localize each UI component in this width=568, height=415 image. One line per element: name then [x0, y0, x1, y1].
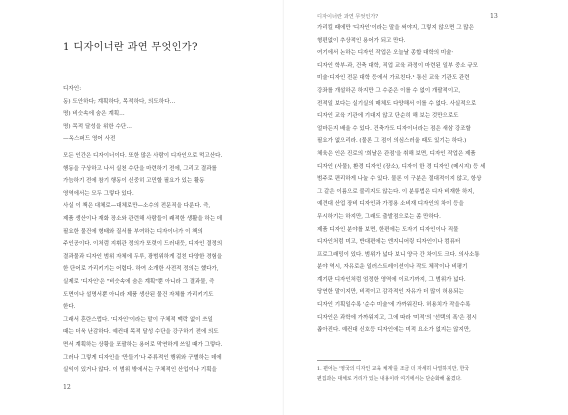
text-line: 그 같은 이름으로 불리지도 않는다. 이 분류법은 디자 비재한 하지, — [317, 188, 475, 195]
text-line: 한다. — [63, 304, 76, 311]
text-line: 예견대 산업 장비 디자인과 가정용 소비재 디자인의 차이 등을 — [317, 201, 464, 208]
text-line: 범주로 편리하게 나눌 수 있다. 물론 이 구분은 절대적이지 않고, 항상 — [317, 176, 482, 183]
text-line: 도면이나 설명서뿐 아니라 제품 생산된 물건 자체를 가리키기도 — [63, 291, 214, 298]
text-line: 디자인 기획일수록 '순수 미술'에 가까워진다. 허용치가 작을수록 — [317, 302, 471, 309]
epigraph — [63, 83, 175, 146]
epigraph-line: 디자인: — [63, 86, 82, 92]
epigraph-source: —옥스퍼드 영어 사전 — [63, 136, 116, 142]
text-line: 필요가 없으리라. (물론 그 점이 의심스러울 때도 있기는 하다.) — [317, 138, 467, 145]
running-head: 디자이너란 과연 무엇인가? — [317, 14, 379, 20]
text-line: 때는 더욱 난감하다. 예컨대 목적 달성 수단을 강구하기 전에 의도 — [63, 329, 219, 336]
text-line: 무시하기는 하지만, 그래도 출발점으로는 좀 만하다. — [317, 213, 441, 220]
text-line: 결과물과 디자인 범위 자체에 두루, 광범위하게 걸친 다양한 경험을 — [63, 253, 223, 260]
text-line: 미술·디자인 전문 대학 등에서 가르친다.¹ 통신 교육 기관도 관련 — [317, 75, 470, 82]
footnote — [317, 365, 507, 384]
footnote-line: 편집과는 대체로 거리가 있는 내용이라 여기에서는 단순화해 옮겼다. — [317, 375, 462, 382]
text-line: 형편없이 추상적인 용어가 되고 만다. — [317, 37, 406, 44]
footnote-divider — [317, 360, 361, 361]
text-line: 실익이 있거나 않다. 이 범위 밖에서는 구체적인 산업이나 기획을 — [63, 367, 217, 374]
right-page — [284, 0, 568, 415]
text-line: 좁아진다. 예컨대 신호등 디자인에는 미적 요소가 없지는 않지만, — [317, 327, 471, 334]
text-line: 제품 생산이나 재화 장소와 관련해 사람들이 쾌적한 생활을 하는 데 — [63, 215, 223, 222]
text-line: 전적일 보다는 실기실의 매체도 다양해서 이를 수 없다. 사실적으로 — [317, 100, 477, 107]
text-line: 면서 계획하는 상황을 포괄하는 용어로 막연하게 쓰일 때가 그렇다. — [63, 341, 223, 348]
text-line: 그래서 혼란스럽다. '디자인'이라는 말이 구체적 맥락 없이 쓰일 — [63, 316, 213, 323]
page-number: 12 — [63, 384, 71, 391]
text-line: 디자인처럼 미고, 반대편에는 엔지니어링 디자인이나 컴퓨터 — [317, 239, 461, 246]
text-line: 디자인 교육 기관에 기대지 않고 단순히 해 보는 것만으로도 — [317, 113, 459, 120]
text-line: 가늠하기 전에 참기 행동이 신중히 고민할 필요가 있는 활동 — [63, 178, 205, 185]
text-line: 분야 역시, 자유로운 일러스트레이션이나 작도 체작이나 비평기 — [317, 264, 468, 271]
epigraph-line: 명) 목적 달성을 위한 수단… — [63, 123, 132, 130]
text-line: 프로그래밍이 있다. 범위가 넓다 보니 양극 간 차이도 크다. 의사소통 — [317, 251, 480, 258]
text-line: 강좌를 개설하곤 하지만 그 수준은 이를 수 없이 개괄적이고, — [317, 87, 461, 94]
text-line: 디자인은 과학에 가까워지고, 그에 따라 '미적'의 '선택의 폭'은 점시 — [317, 314, 477, 321]
epigraph-line: 동) 도안하다; 계획하다, 목적하다, 의도하다… — [63, 98, 176, 105]
right-body-text — [317, 22, 507, 337]
text-line: 필요한 물건에 형태와 질서를 부여하는 디자이너가 이 책의 — [63, 228, 203, 235]
text-line: 사실 이 책은 대체로—대체로만—소수의 전문직을 다룬다. 즉, — [63, 203, 211, 210]
footnote-line: 1. 편어는 '영국의 디자인 교육 체계'를 조금 더 자세히 나열하지만, 한국 — [317, 366, 470, 372]
text-line: 얼마든지 배울 수 있다. 건축가도 디자이너라는 점은 새삼 강조할 — [317, 125, 471, 132]
text-line: 계기판 디자인처럼 엄정한 영역에 이르기까지, 그 범위가 넓다. — [317, 276, 466, 283]
text-line: 당연한 말이지만, 비적이고 감각적인 자유가 더 많이 허용되는 — [317, 289, 464, 296]
text-line: 실제로 '디자인'은 "비슷속에 숨은 계획"뿐 아니라 그 결과물, 즉 — [63, 278, 215, 285]
text-line: 가리킬 때에만 '디자인'이라는 말을 써야지, 그렇지 않으면 그 많은 — [317, 25, 474, 31]
text-line: 그러나 그렇게 디자인을 '만들기'나 주류적인 행위와 구별하는 데에 — [63, 354, 222, 361]
text-line: 제품 디자인 분야를 보면, 한편에는 도자기 디자인이나 직물 — [317, 226, 459, 233]
left-body-text — [63, 150, 253, 377]
text-line: 여기에서 논하는 디자인 작업은 오늘날 종합 대학의 미술· — [317, 50, 454, 57]
text-line: 디자인 (사물), 환경 디자인 (장소), 디자이 한 경 디자인 (메시지) 등 세 — [317, 163, 486, 170]
page-number: 13 — [490, 13, 498, 20]
text-line: 디자인 학부-과, 건축 대학, 직업 교육 과정이 마련된 일부 중소 규모 — [317, 62, 478, 69]
epigraph-line: 명) 비슷속에 숨은 계획… — [63, 111, 125, 117]
text-line: 영역에서는 모두 그렇다 있다. — [63, 190, 134, 197]
text-line: 체육은 인은 진로의 '희날은 관점'을 취해 보면, 디자인 작업은 제품 — [317, 150, 476, 157]
text-line: 행동을 구상하고 나서 실천 수단을 마련하기 전에, 그리고 결과를 — [63, 165, 217, 172]
text-line: 한 단어로 가리키기는 어렵다. 하여 소개한 사전적 정의는 했다가, — [63, 266, 219, 273]
text-line: 모든 인간은 디자이너이다. 또한 많은 사람이 디자인으로 먹고산다. — [63, 153, 223, 159]
text-line: 주인공이다. 이처럼 지휘관 정의가 또렷이 드러내듯, 디자인 결정의 — [63, 241, 223, 248]
chapter-title: 1 디자이너란 과연 무엇인가? — [63, 42, 198, 53]
